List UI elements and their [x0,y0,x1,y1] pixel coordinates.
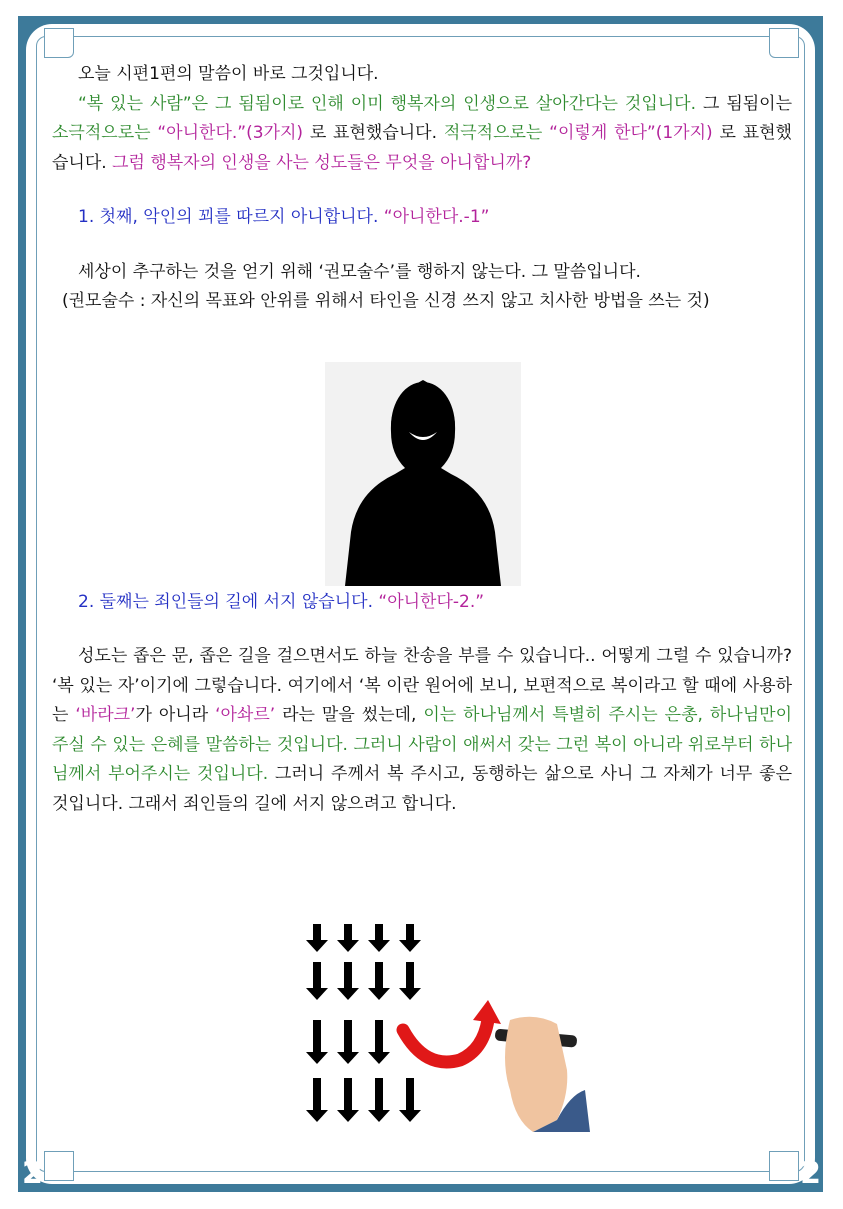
section1-line1: 세상이 추구하는 것을 얻기 위해 ‘권모술수’를 행하지 않는다. 그 말씀입니다. [78,261,641,282]
arrows-turn-illustration [295,920,590,1135]
corner-ornament-bottom-left [44,1151,74,1181]
red-turn-arrow [403,1020,488,1062]
corner-ornament-bottom-right [769,1151,799,1181]
smiling-silhouette-image [325,362,521,586]
red-arrowhead [473,1000,501,1024]
section-heading-2: 2. 둘째는 죄인들의 길에 서지 않습니다. “아니한다-2.” [78,591,485,612]
hand-with-marker [495,1017,590,1132]
corner-ornament-top-left [44,28,74,58]
blessed-person-text: “복 있는 사람”은 그 됨됨이로 인해 이미 행복자의 인생으로 살아간다는 것입니다. [78,93,696,114]
page-number-right: 2 [800,1156,821,1191]
intro-line: 오늘 시편1편의 말씀이 바로 그것입니다. [78,64,379,84]
down-arrows-group [306,924,421,1122]
arrow-column-2 [337,924,359,1122]
section-heading-1: 1. 첫째, 악인의 꾀를 따르지 아니합니다. “아니한다.-1” [78,207,490,227]
corner-ornament-top-right [769,28,799,58]
arrow-column-3 [368,924,390,1122]
section1-definition: (권모술수 : 자신의 목표와 안위를 위해서 타인을 신경 쓰지 않고 치사한 방법을 쓰는 것) [62,291,710,311]
arrow-column-4 [399,924,421,1122]
intro-paragraph: “복 있는 사람”은 그 됨됨이로 인해 이미 행복자의 인생으로 살아간다는 것입니다. 그 됨됨이는 소극적으로는 “아니한다.”(3가지) 로 표현했습니다. 적극적으로는 “이렇게 한다”(1가지) 로 표현했습니다. 그럼 행복자의 인생을 사는 성도들은 무엇을 아니합니까? [52,93,793,173]
arrow-column-1 [306,924,328,1122]
section2-paragraph: 성도는 좁은 문, 좁은 길을 걸으면서도 하늘 찬송을 부를 수 있습니다.. 어떻게 그럴 수 있습니까? ‘복 있는 자’이기에 그렇습니다. 여기에서 ‘복 이란 원어에 보니, 보편적으로 복이라고 할 때에 사용하는 ‘바라크’가 아니라 ‘아솨르’ 라는 말을 썼는데, 이는 하나님께서 특별히 주시는 은총, 하나님만이 주실 수 있는 은혜를 말씀하는 것입니다. 그러니 사람이 애써서 갖는 그런 복이 아니라 위로부터 하나님께서 부어주시는 것입니다. 그러니 주께서 복 주시고, 동행하는 삶으로 사니 그 자체가 너무 좋은 것입니다. 그래서 죄인들의 길에 서지 않으려고 합니다. [52,646,792,814]
page-number-left: 2 [22,1156,43,1191]
